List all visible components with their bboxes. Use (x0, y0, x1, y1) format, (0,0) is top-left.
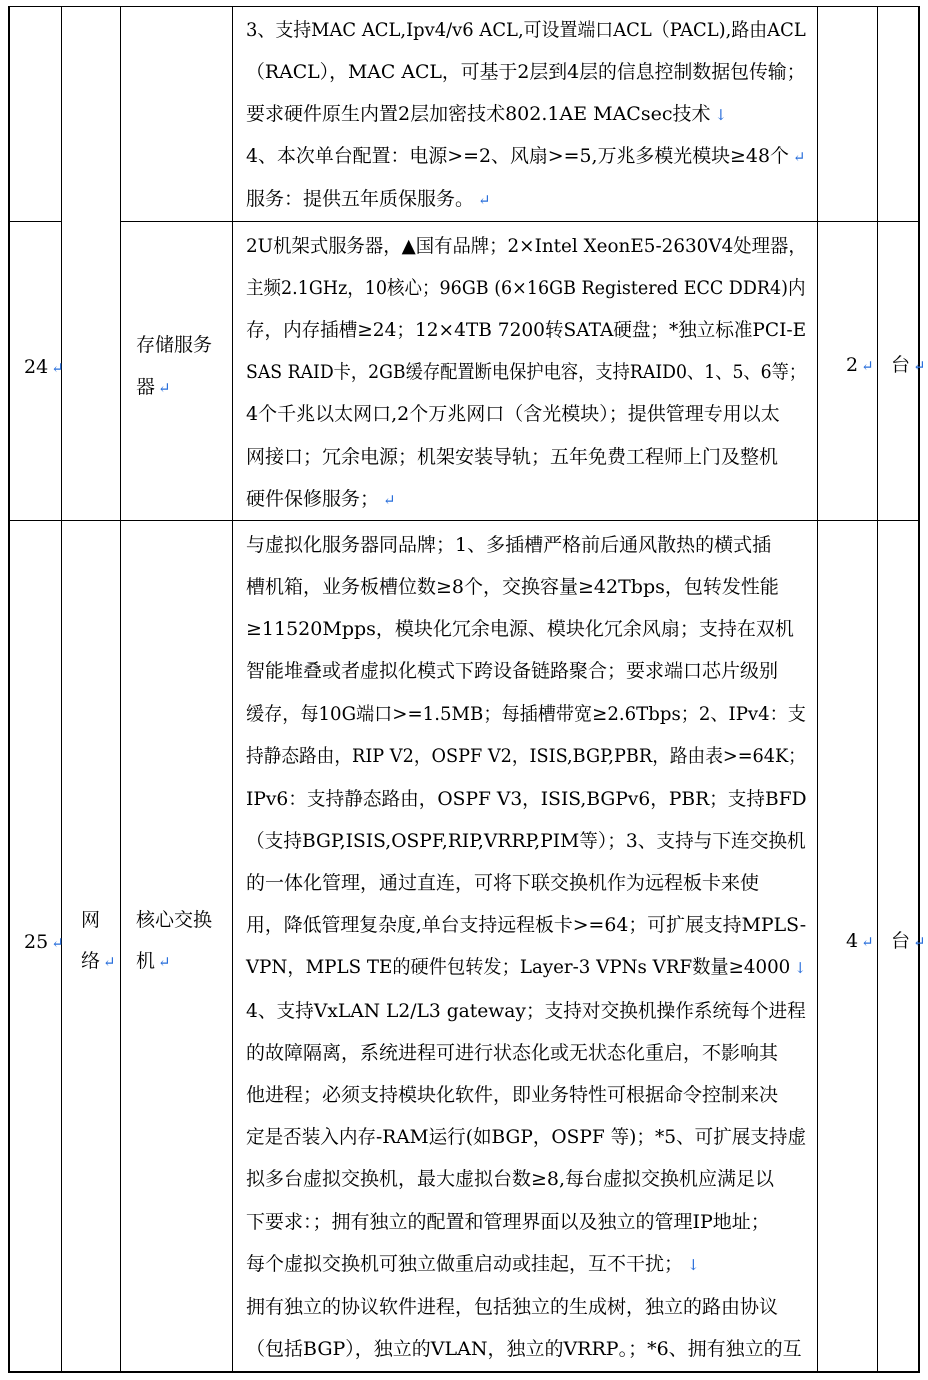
unit: 台 ↵ (891, 930, 926, 952)
paragraph-mark-icon: ↵ (158, 379, 171, 397)
grid-line (61, 6, 62, 1372)
spec-line: 用，降低管理复杂度,单台支持远程板卡>=64；可扩展支持MPLS- (246, 914, 807, 936)
item-name: 器 ↵ (136, 376, 171, 398)
grid-line (8, 6, 10, 1372)
item-name: 核心交换 (136, 909, 213, 931)
grid-line (817, 6, 818, 1372)
row-index: 24 ↵ (24, 356, 64, 378)
quantity: 2 ↵ (846, 354, 874, 376)
grid-line (232, 6, 233, 1372)
grid-line (8, 520, 920, 521)
spec-line: 拥有独立的协议软件进程，包括独立的生成树，独立的路由协议 (246, 1296, 779, 1318)
spec-line: 每个虚拟交换机可独立做重启动或挂起，互不干扰； ↓ (246, 1253, 700, 1275)
paragraph-mark-icon: ↵ (792, 148, 806, 166)
spec-line: 下要求：；拥有独立的配置和管理界面以及独立的管理IP地址； (246, 1211, 770, 1233)
paragraph-mark-icon: ↵ (861, 933, 874, 951)
spec-line: 存，内存插槽≥24；12×4TB 7200转SATA硬盘；*独立标准PCI-E (246, 319, 807, 341)
spec-line: VPN，MPLS TE的硬件包转发；Layer-3 VPNs VRF数量≥4000 ↓ (246, 956, 807, 978)
paragraph-mark-icon: ↵ (51, 359, 64, 377)
item-name: 存储服务 (136, 334, 213, 356)
spec-line: （支持BGP,ISIS,OSPF,RIP,VRRP,PIM等）；3、支持与下连交换机 (246, 830, 806, 852)
grid-line (120, 221, 920, 222)
spec-line (246, 146, 805, 167)
grid-line (8, 221, 62, 222)
spec-line: 他进程；必须支持模块化软件，即业务特性可根据命令控制来决 (246, 1084, 779, 1106)
spec-line: 的一体化管理，通过直连，可将下联交换机作为远程板卡来使 (246, 872, 760, 894)
paragraph-mark-icon: ↵ (913, 357, 926, 375)
spec-line-text: 服务：提供五年质保服务。 (246, 188, 475, 210)
spec-line-text: 4、本次单台配置：电源>=2、风扇>=5,万兆多模光模块≥48个 (246, 145, 789, 167)
grid-line (120, 6, 121, 1372)
item-name: 机 ↵ (136, 950, 171, 972)
paragraph-mark-icon: ↵ (861, 357, 874, 375)
grid-line (918, 6, 920, 1372)
category: 网 (81, 909, 101, 931)
quantity: 4 ↵ (846, 930, 874, 952)
spec-line: 拟多台虚拟交换机，最大虚拟台数≥8,每台虚拟交换机应满足以 (246, 1168, 775, 1190)
row-index: 25 ↵ (24, 931, 64, 953)
spec-line: IPv6：支持静态路由，OSPF V3，ISIS,BGPv6，PBR；支持BFD (246, 788, 807, 810)
spec-line: SAS RAID卡，2GB缓存配置断电保护电容，支持RAID0、1、5、6等； (246, 361, 807, 383)
spec-line: ≥11520Mpps，模块化冗余电源、模块化冗余风扇；支持在双机 (246, 618, 794, 640)
spec-line: 定是否装入内存-RAM运行(如BGP，OSPF 等)；*5、可扩展支持虚 (246, 1126, 807, 1148)
spec-line: 缓存，每10G端口>=1.5MB；每插槽带宽≥2.6Tbps；2、IPv4：支 (246, 703, 806, 725)
spec-line: 主频2.1GHz，10核心；96GB (6×16GB Registered ECC DDR4)内 (246, 277, 806, 299)
spec-line (246, 104, 727, 125)
line-break-arrow-icon: ↓ (687, 1256, 700, 1274)
spec-line: 的故障隔离，系统进程可进行状态化或无状态化重启，不影响其 (246, 1042, 779, 1064)
spec-line: （RACL），MAC ACL，可基于2层到4层的信息控制数据包传输； (246, 61, 806, 83)
paragraph-mark-icon: ↵ (383, 491, 396, 509)
paragraph-mark-icon: ↵ (103, 953, 116, 971)
spec-line: （包括BGP），独立的VLAN，独立的VRRP。；*6、拥有独立的互 (246, 1338, 802, 1360)
grid-line (877, 6, 878, 1372)
spec-line: 智能堆叠或者虚拟化模式下跨设备链路聚合；要求端口芯片级别 (246, 660, 779, 682)
spec-line: 网接口；冗余电源；机架安装导轨；五年免费工程师上门及整机 (246, 446, 779, 468)
spec-line: 4、支持VxLAN L2/L3 gateway；支持对交换机操作系统每个进程 (246, 1000, 806, 1022)
line-break-arrow-icon: ↓ (794, 959, 807, 977)
grid-line (8, 6, 920, 7)
category: 络 ↵ (81, 950, 116, 972)
line-break-arrow-icon: ↓ (714, 106, 728, 124)
unit: 台 ↵ (891, 354, 926, 376)
paragraph-mark-icon: ↵ (158, 953, 171, 971)
spec-line: 持静态路由，RIP V2，OSPF V2，ISIS,BGP,PBR，路由表>=64K； (246, 745, 806, 767)
spec-line: 槽机箱，业务板槽位数≥8个，交换容量≥42Tbps，包转发性能 (246, 576, 779, 598)
spec-line (246, 189, 491, 210)
spec-line: 2U机架式服务器，▲国有品牌；2×Intel XeonE5-2630V4处理器， (246, 235, 807, 257)
spec-line: 4个千兆以太网口,2个万兆网口（含光模块）；提供管理专用以太 (246, 403, 780, 425)
paragraph-mark-icon: ↵ (478, 191, 491, 209)
spec-line: 3、支持MAC ACL,Ipv4/v6 ACL,可设置端口ACL（PACL),路由ACL (246, 19, 806, 41)
spec-line-text: 要求硬件原生内置2层加密技术802.1AE MACsec技术 (246, 103, 711, 125)
paragraph-mark-icon: ↵ (913, 933, 926, 951)
spec-line: 硬件保修服务； ↵ (246, 488, 396, 510)
paragraph-mark-icon: ↵ (51, 934, 64, 952)
grid-line (8, 1371, 920, 1373)
spec-line: 与虚拟化服务器同品牌；1、多插槽严格前后通风散热的横式插 (246, 534, 772, 556)
